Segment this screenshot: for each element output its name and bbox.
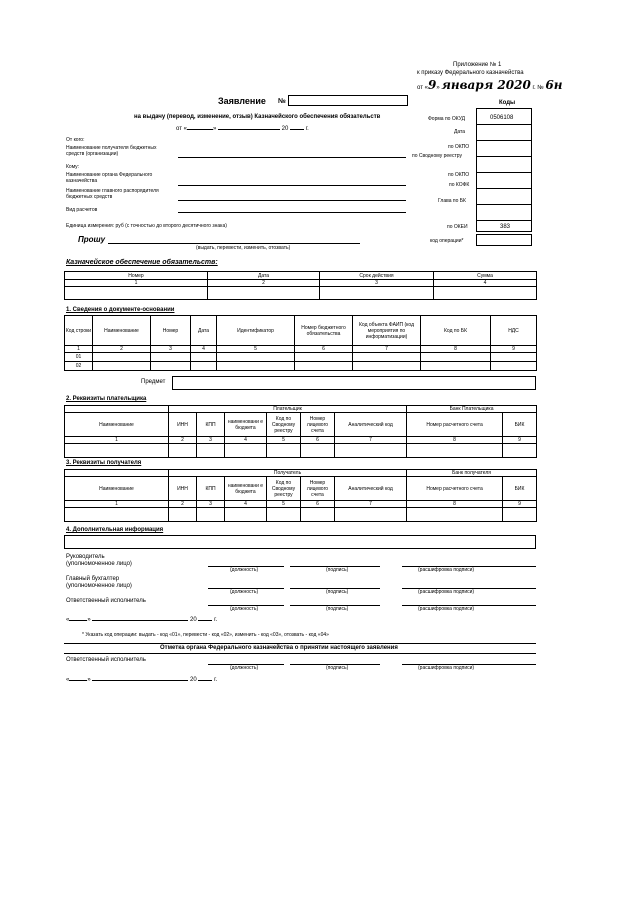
okpo1-label: по ОКПО: [448, 144, 470, 150]
s2-num: 5: [267, 437, 301, 444]
predmet-field[interactable]: [172, 376, 536, 390]
table-row: [65, 362, 537, 371]
s2-h-inn: ИНН: [169, 413, 197, 437]
proshu-hint: (выдать, перевести, изменить, отозвать): [196, 245, 291, 251]
mark-date: [66, 677, 217, 683]
codes-box: [476, 108, 532, 232]
from-label: От кого:: [66, 137, 85, 143]
s3-h-reestr: Код по Сводному реестру: [267, 477, 301, 501]
kaz-title: Казначейское обеспечение обязательств:: [66, 259, 218, 266]
to-label: Кому:: [66, 164, 80, 170]
sign-head-podp: (подпись): [326, 567, 349, 573]
fk-label: Наименование органа Федерального казначейства: [66, 172, 153, 184]
appendix-line2: к приказу Федерального казначейства: [417, 70, 524, 76]
sign-acc-rassh: (расшифровка подписи): [418, 589, 475, 595]
s2-cell[interactable]: [301, 444, 335, 458]
predmet-label: Предмет: [141, 379, 166, 385]
s1-num: 3: [151, 346, 191, 353]
s1-h-bk: Код по БК: [421, 316, 491, 346]
s2-cell[interactable]: [197, 444, 225, 458]
op-code-field[interactable]: [476, 234, 532, 246]
kaz-cell[interactable]: [65, 287, 208, 300]
s1-cell[interactable]: [295, 353, 353, 362]
s1-cell[interactable]: [421, 362, 491, 371]
appendix-line3: [417, 78, 563, 92]
subtitle: на выдачу (перевод, изменение, отзыв) Казначейского обеспечения обязательств: [134, 114, 381, 120]
s3-num: 4: [225, 501, 267, 508]
s1-cell[interactable]: [93, 353, 151, 362]
kaz-num: 4: [434, 280, 537, 287]
kaz-header-sum: Сумма: [434, 272, 537, 280]
s1-cell[interactable]: [295, 362, 353, 371]
s3-num: 1: [65, 501, 169, 508]
appendix-number-label: г. №: [532, 85, 544, 91]
s1-cell[interactable]: [217, 353, 295, 362]
s3-num: 6: [301, 501, 335, 508]
title-number-label: №: [278, 98, 286, 105]
s1-h-faip: Код объекта ФАИП (код мероприятия по информатизации): [353, 316, 421, 346]
s3-group-recipient: Получатель: [169, 470, 407, 477]
appendix-date-open: от «: [417, 85, 428, 91]
s1-num: 5: [217, 346, 295, 353]
s1-num: 9: [491, 346, 537, 353]
mark-rassh: (расшифровка подписи): [418, 665, 475, 671]
s3-h-name: Наименование: [65, 477, 169, 501]
sign-exec-dolzh: (должность): [230, 606, 259, 612]
kaz-cell[interactable]: [434, 287, 537, 300]
mark-date-open: «: [66, 677, 70, 683]
header-year-suffix: г.: [305, 126, 309, 132]
sign-date: [66, 617, 217, 623]
s1-h-date: Дата: [191, 316, 217, 346]
s3-cell[interactable]: [301, 508, 335, 522]
s3-num: 9: [503, 501, 537, 508]
s1-title: 1. Сведения о документе-основании: [66, 307, 175, 313]
s3-group-bank: Банк получателя: [407, 470, 537, 477]
codes-header: Коды: [499, 100, 516, 106]
sign-acc-podp: (подпись): [326, 589, 349, 595]
sign-date-open: «: [66, 617, 70, 623]
kaz-num: 3: [320, 280, 434, 287]
okud-label: Форма по ОКУД: [428, 116, 466, 122]
s2-num: 4: [225, 437, 267, 444]
s2-num: 9: [503, 437, 537, 444]
s1-row-code: 01: [65, 353, 93, 362]
sign-acc-dolzh: (должность): [230, 589, 259, 595]
s1-h-id: Идентификатор: [217, 316, 295, 346]
s1-cell[interactable]: [151, 353, 191, 362]
s1-cell[interactable]: [353, 353, 421, 362]
s2-group-payer: Плательщик: [169, 406, 407, 413]
s3-h-analytic: Аналитический код: [335, 477, 407, 501]
kaz-cell[interactable]: [208, 287, 320, 300]
s3-h-inn: ИНН: [169, 477, 197, 501]
s2-cell[interactable]: [169, 444, 197, 458]
s3-cell[interactable]: [225, 508, 267, 522]
kaz-table: [64, 271, 537, 300]
s1-cell[interactable]: [421, 353, 491, 362]
s1-table: [64, 315, 537, 371]
okei-value: 383: [500, 224, 511, 230]
sign-exec: Ответственный исполнитель: [66, 598, 146, 604]
unit-label: Единица измерения: руб (с точностью до второго десятичного знака): [66, 223, 227, 229]
s2-h-account: Номер лицевого счета: [301, 413, 335, 437]
s2-table: [64, 405, 537, 458]
s1-h-oblig: Номер бюджетного обязательства: [295, 316, 353, 346]
mark-year-prefix: 20: [190, 677, 197, 683]
s2-h-budget: наименовани е бюджета: [225, 413, 267, 437]
sign-date-close: »: [87, 617, 91, 623]
s1-cell[interactable]: [491, 362, 537, 371]
sign-exec-podp: (подпись): [326, 606, 349, 612]
page-title: Заявление: [218, 96, 266, 106]
s2-h-bik: БИК: [503, 413, 537, 437]
s3-h-kpp: КПП: [197, 477, 225, 501]
header-date-close: »: [212, 126, 217, 132]
s1-h-name: Наименование: [93, 316, 151, 346]
s3-cell[interactable]: [407, 508, 503, 522]
s2-h-kpp: КПП: [197, 413, 225, 437]
s1-num: 7: [353, 346, 421, 353]
mark-podp: (подпись): [326, 665, 349, 671]
okud-value: 0506108: [490, 115, 514, 121]
header-year-prefix: 20: [281, 126, 289, 132]
sign-head2: (уполномоченное лицо): [66, 561, 132, 567]
sign-acc: Главный бухгалтер: [66, 576, 120, 582]
s2-cell[interactable]: [335, 444, 407, 458]
grbs-label: Наименование главного распорядителя бюджетных средств: [66, 188, 159, 200]
s1-cell[interactable]: [491, 353, 537, 362]
mark-date-close: »: [87, 677, 91, 683]
s2-title: 2. Реквизиты плательщика: [66, 396, 147, 402]
s1-cell[interactable]: [191, 353, 217, 362]
table-row: [65, 508, 537, 522]
s1-cell[interactable]: [353, 362, 421, 371]
appendix-line1: Приложение № 1: [453, 62, 502, 68]
s1-num: 1: [65, 346, 93, 353]
kaz-cell[interactable]: [320, 287, 434, 300]
s2-h-analytic: Аналитический код: [335, 413, 407, 437]
glava-label: Глава по БК: [438, 198, 466, 204]
s4-title: 4. Дополнительная информация: [66, 527, 164, 533]
s3-h-budget: наименовани е бюджета: [225, 477, 267, 501]
s3-h-bik: БИК: [503, 477, 537, 501]
s2-cell[interactable]: [267, 444, 301, 458]
s1-cell[interactable]: [191, 362, 217, 371]
s1-num: 2: [93, 346, 151, 353]
header-date: [176, 126, 309, 132]
s1-row-code: 02: [65, 362, 93, 371]
s3-cell[interactable]: [169, 508, 197, 522]
sign-year-prefix: 20: [190, 617, 197, 623]
s1-h-number: Номер: [151, 316, 191, 346]
s1-num: 4: [191, 346, 217, 353]
s2-num: 6: [301, 437, 335, 444]
s2-num: 2: [169, 437, 197, 444]
s3-num: 8: [407, 501, 503, 508]
kaz-header-term: Срок действия: [320, 272, 434, 280]
handwritten-number: 6н: [545, 78, 563, 92]
s3-num: 7: [335, 501, 407, 508]
sign-acc2: (уполномоченное лицо): [66, 583, 132, 589]
reestr-label: по Сводному реестру: [412, 153, 462, 159]
s1-num: 6: [295, 346, 353, 353]
recipient-label: Наименование получателя бюджетных средств (организации): [66, 145, 157, 157]
kaz-header-date: Дата: [208, 272, 320, 280]
appendix-date-close: »: [436, 85, 440, 91]
s3-cell[interactable]: [197, 508, 225, 522]
date-label: Дата: [454, 129, 466, 135]
okei-label: по ОКЕИ: [447, 224, 468, 230]
s2-cell[interactable]: [65, 444, 169, 458]
s1-cell[interactable]: [93, 362, 151, 371]
sign-head-dolzh: (должность): [230, 567, 259, 573]
s3-h-settlement: Номер расчетного счета: [407, 477, 503, 501]
s1-cell[interactable]: [217, 362, 295, 371]
s3-cell[interactable]: [267, 508, 301, 522]
s1-h-nds: НДС: [491, 316, 537, 346]
s2-num: 7: [335, 437, 407, 444]
mark-title: Отметка органа Федерального казначейства о принятии настоящего заявления: [160, 645, 398, 651]
s2-h-name: Наименование: [65, 413, 169, 437]
s2-h-reestr: Код по Сводному реестру: [267, 413, 301, 437]
s3-table: [64, 469, 537, 522]
s3-h-account: Номер лицевого счета: [301, 477, 335, 501]
mark-exec: Ответственный исполнитель: [66, 657, 146, 663]
s3-cell[interactable]: [65, 508, 169, 522]
s3-num: 5: [267, 501, 301, 508]
sign-head: Руководитель: [66, 554, 105, 560]
s2-num: 8: [407, 437, 503, 444]
s2-group-bank: Банк Плательщика: [407, 406, 537, 413]
okpo2-label: по ОКПО: [448, 172, 470, 178]
vid-label: Вид расчетов: [66, 207, 98, 213]
table-row: [65, 353, 537, 362]
title-number-field[interactable]: [288, 95, 408, 106]
s1-h-code: Код строки: [65, 316, 93, 346]
s3-num: 2: [169, 501, 197, 508]
proshu-label: Прошу: [78, 235, 106, 244]
s2-h-settlement: Номер расчетного счета: [407, 413, 503, 437]
handwritten-day: 9: [427, 78, 437, 92]
s3-title: 3. Реквизиты получателя: [66, 460, 142, 466]
s2-num: 1: [65, 437, 169, 444]
sign-exec-rassh: (расшифровка подписи): [418, 606, 475, 612]
table-row: [65, 444, 537, 458]
kaz-num: 1: [65, 280, 208, 287]
s1-cell[interactable]: [151, 362, 191, 371]
mark-dolzh: (должность): [230, 665, 259, 671]
footnote: * Указать код операции: выдать - код «01», перевести - код «02», изменить - код «03», отозвать - код «04»: [82, 632, 329, 638]
s2-cell[interactable]: [225, 444, 267, 458]
kaz-header-number: Номер: [65, 272, 208, 280]
additional-info-field[interactable]: [64, 535, 536, 549]
kofk-label: по КОФК: [449, 182, 470, 188]
s1-num: 8: [421, 346, 491, 353]
kaz-num: 2: [208, 280, 320, 287]
op-code-label: код операции*: [430, 238, 464, 244]
s2-num: 3: [197, 437, 225, 444]
handwritten-month-year: января 2020: [441, 78, 531, 92]
s3-num: 3: [197, 501, 225, 508]
s2-cell[interactable]: [407, 444, 503, 458]
s2-cell[interactable]: [503, 444, 537, 458]
sign-head-rassh: (расшифровка подписи): [418, 567, 475, 573]
s3-cell[interactable]: [503, 508, 537, 522]
sign-year-suffix: г.: [214, 617, 218, 623]
s3-cell[interactable]: [335, 508, 407, 522]
mark-year-suffix: г.: [214, 677, 218, 683]
header-date-open: от «: [176, 126, 187, 132]
